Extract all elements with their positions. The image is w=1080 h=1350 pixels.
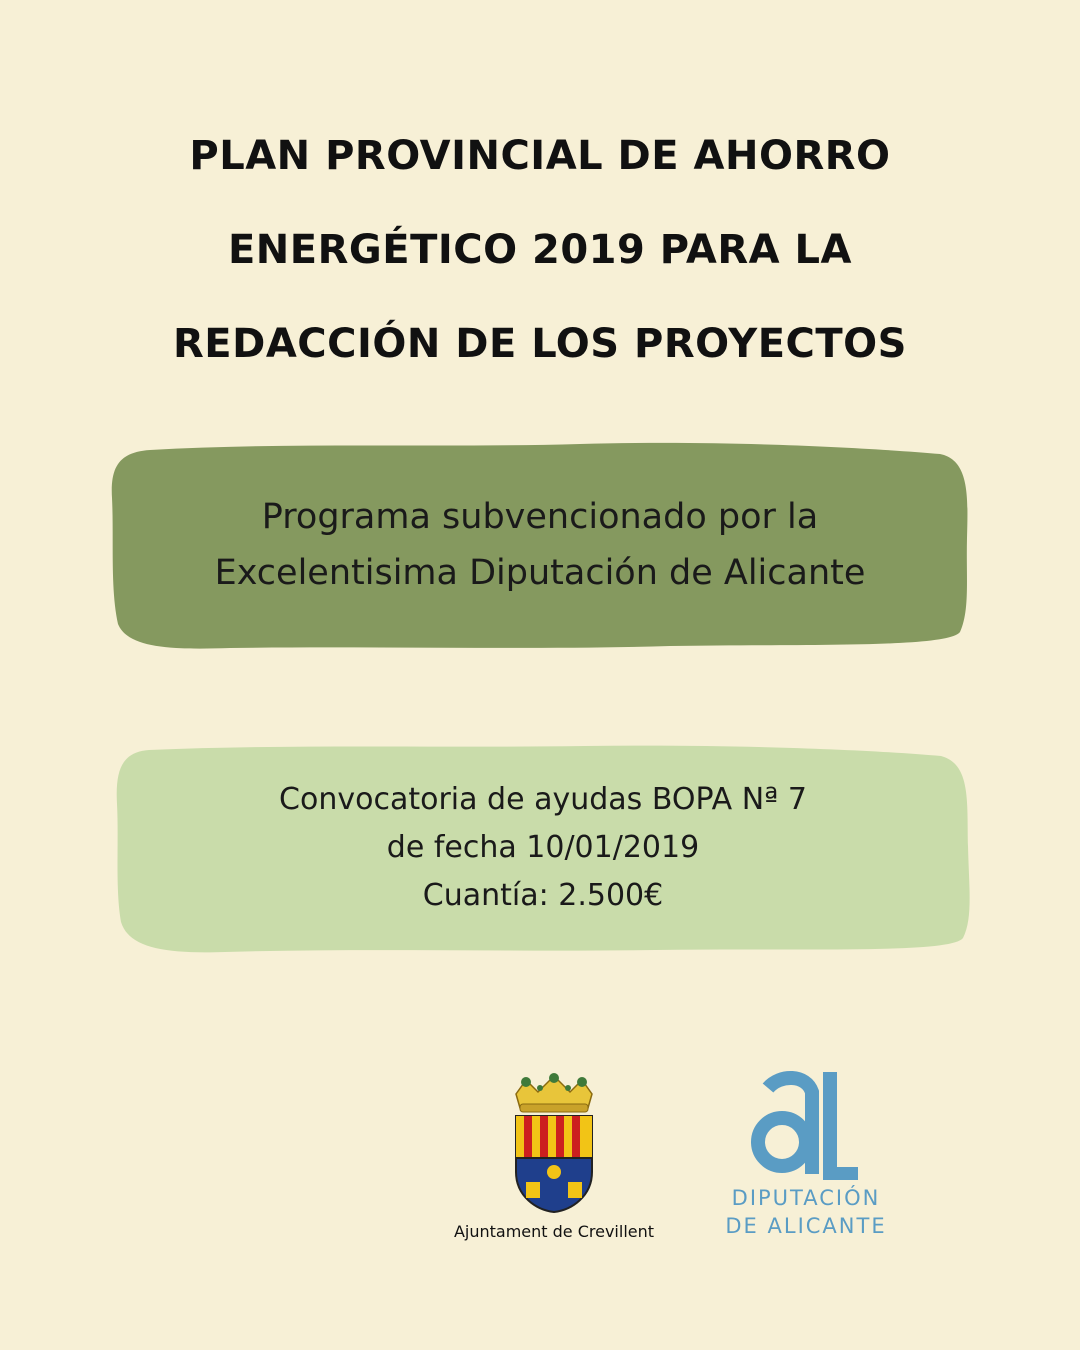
- title-line-2: ENERGÉTICO 2019 PARA LA: [227, 227, 853, 273]
- call-details-box: [115, 742, 971, 954]
- crevillent-label: Ajuntament de Crevillent: [453, 1222, 655, 1241]
- subsidy-program-box: [110, 438, 970, 652]
- crevillent-logo: [448, 1072, 660, 1252]
- main-title: [0, 118, 1080, 400]
- subsidy-line-1: Programa subvencionado por la: [261, 497, 819, 537]
- diputacion-logo: [716, 1068, 896, 1248]
- title-line-1: PLAN PROVINCIAL DE AHORRO: [189, 133, 891, 179]
- call-line-1: Convocatoria de ayudas BOPA Nª 7: [279, 782, 807, 817]
- al-monogram-icon: [750, 1068, 862, 1180]
- call-line-2: de fecha 10/01/2019: [386, 830, 700, 865]
- diputacion-line-2: DE ALICANTE: [725, 1214, 887, 1238]
- coat-of-arms-icon: [510, 1072, 598, 1214]
- title-line-3: REDACCIÓN DE LOS PROYECTOS: [173, 321, 907, 367]
- subsidy-line-2: Excelentisima Diputación de Alicante: [214, 553, 866, 593]
- diputacion-line-1: DIPUTACIÓN: [731, 1186, 881, 1210]
- call-line-3: Cuantía: 2.500€: [422, 878, 664, 913]
